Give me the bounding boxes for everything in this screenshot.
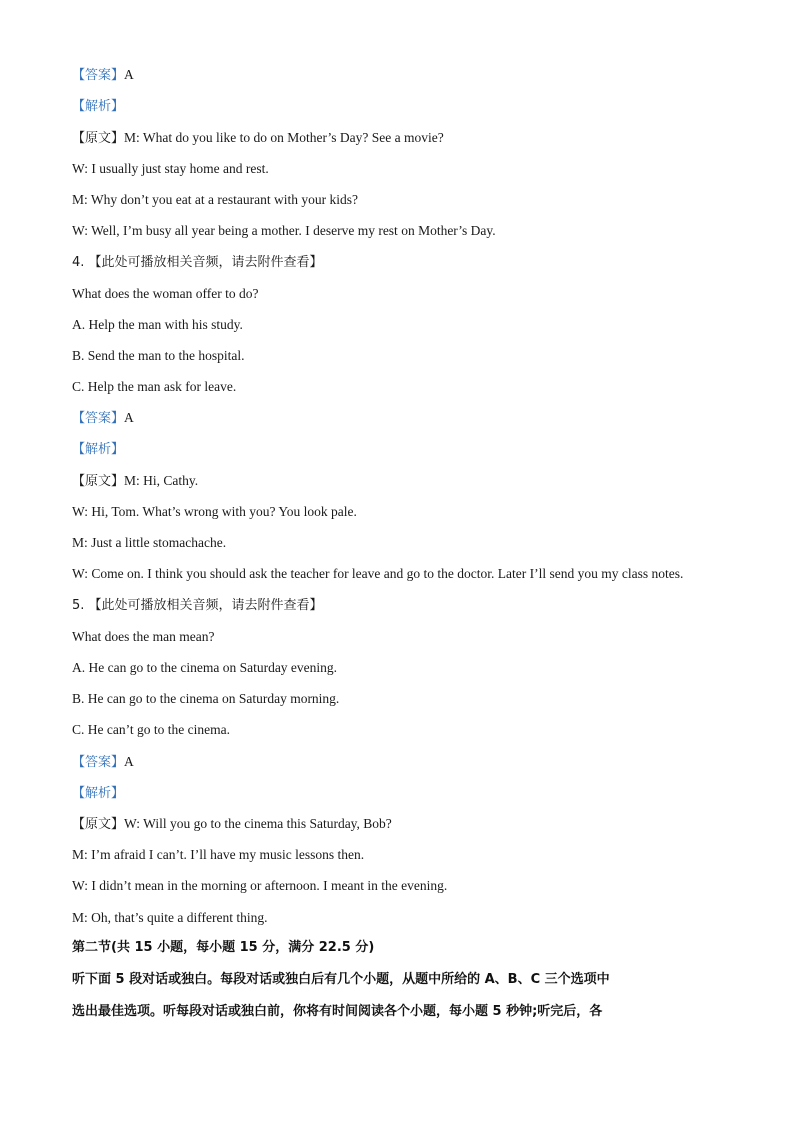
dialogue-line: M: Just a little stomachache. bbox=[72, 535, 227, 550]
option-b: B. He can go to the cinema on Saturday morning. bbox=[72, 691, 340, 706]
dialogue-line: W: Hi, Tom. What’s wrong with you? You look pale. bbox=[72, 504, 357, 519]
transcript-line: 【原文】M: What do you like to do on Mother’s Day? See a movie? bbox=[72, 130, 444, 146]
answer-tag: 【答案】 bbox=[72, 755, 125, 770]
transcript-tag: 【原文】 bbox=[72, 131, 125, 146]
transcript-line: 【原文】M: Hi, Cathy. bbox=[72, 473, 199, 489]
analysis-tag: 【解析】 bbox=[72, 99, 125, 114]
question-text: What does the woman offer to do? bbox=[72, 286, 259, 301]
answer-line: 【答案】A bbox=[72, 67, 134, 83]
section-heading: 第二节(共 15 小题，每小题 15 分，满分 22.5 分) bbox=[72, 940, 375, 955]
dialogue-line: M: I’m afraid I can’t. I’ll have my music lessons then. bbox=[72, 847, 365, 862]
answer-line: 【答案】A bbox=[72, 754, 134, 770]
option-c: C. Help the man ask for leave. bbox=[72, 379, 237, 394]
analysis-tag: 【解析】 bbox=[72, 442, 125, 457]
transcript-tag: 【原文】 bbox=[72, 474, 125, 489]
analysis-line bbox=[72, 97, 124, 116]
section-instruction: 选出最佳选项。听每段对话或独白前，你将有时间阅读各个小题，每小题 5 秒钟;听完后，各 bbox=[72, 1004, 603, 1019]
dialogue-line: W: Well, I’m busy all year being a mother. I deserve my rest on Mother’s Day. bbox=[72, 223, 496, 238]
dialogue-line: W: I didn’t mean in the morning or afternoon. I meant in the evening. bbox=[72, 878, 448, 893]
question-number-audio: 4. 【此处可播放相关音频，请去附件查看】 bbox=[72, 255, 323, 270]
section-instruction: 听下面 5 段对话或独白。每段对话或独白后有几个小题，从题中所给的 A、B、C 三个选项中 bbox=[72, 972, 610, 987]
analysis-line bbox=[72, 784, 124, 803]
question-text: What does the man mean? bbox=[72, 629, 215, 644]
dialogue-line: M: Why don’t you eat at a restaurant with your kids? bbox=[72, 192, 358, 207]
dialogue-line: W: I usually just stay home and rest. bbox=[72, 161, 269, 176]
option-b: B. Send the man to the hospital. bbox=[72, 348, 245, 363]
analysis-line bbox=[72, 440, 124, 459]
answer-line: 【答案】A bbox=[72, 410, 134, 426]
option-a: A. Help the man with his study. bbox=[72, 317, 243, 332]
question-number-audio: 5. 【此处可播放相关音频，请去附件查看】 bbox=[72, 598, 323, 613]
transcript-tag: 【原文】 bbox=[72, 817, 125, 832]
analysis-tag: 【解析】 bbox=[72, 786, 125, 801]
answer-tag: 【答案】 bbox=[72, 68, 125, 83]
answer-tag: 【答案】 bbox=[72, 411, 125, 426]
dialogue-line: W: Come on. I think you should ask the teacher for leave and go to the doctor. Later I’ll send you my class notes. bbox=[72, 566, 684, 581]
transcript-line: 【原文】W: Will you go to the cinema this Saturday, Bob? bbox=[72, 816, 392, 832]
option-a: A. He can go to the cinema on Saturday evening. bbox=[72, 660, 338, 675]
option-c: C. He can’t go to the cinema. bbox=[72, 722, 230, 737]
dialogue-line: M: Oh, that’s quite a different thing. bbox=[72, 910, 268, 925]
